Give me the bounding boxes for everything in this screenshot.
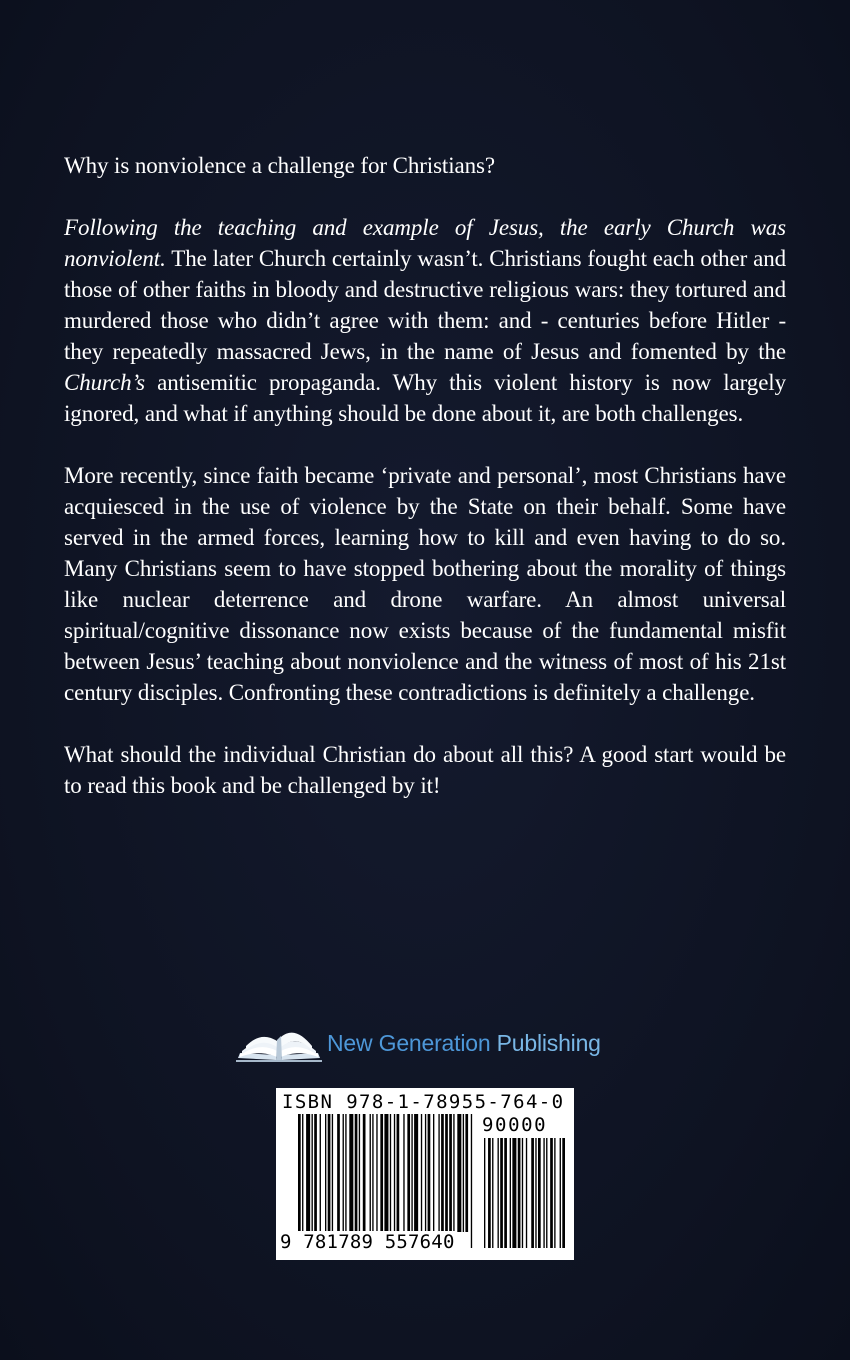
isbn-number: ISBN 978-1-78955-764-0 xyxy=(282,1091,565,1113)
barcode-bar xyxy=(543,1138,544,1248)
barcode-bar xyxy=(349,1114,353,1232)
blurb-paragraph-history xyxy=(64,212,786,429)
barcode-bar xyxy=(463,1114,464,1232)
barcode-bar xyxy=(445,1114,448,1232)
barcode-bar xyxy=(510,1138,511,1248)
barcode-bar xyxy=(421,1114,422,1232)
barcode-bar xyxy=(325,1114,326,1232)
back-cover-blurb xyxy=(64,150,786,832)
barcode-bar xyxy=(403,1114,404,1232)
barcode-bar xyxy=(512,1138,516,1248)
publisher-name-publishing: Publishing xyxy=(496,1029,601,1056)
barcode-bar xyxy=(363,1114,366,1232)
publisher-name-generation: Generation xyxy=(378,1029,491,1056)
barcode-bar xyxy=(390,1114,391,1248)
barcode-bar xyxy=(332,1114,333,1232)
barcode-bar xyxy=(550,1138,553,1248)
barcode-bar xyxy=(320,1114,321,1232)
barcode-bar xyxy=(504,1138,507,1248)
barcode-bar xyxy=(449,1114,452,1232)
barcode-bar xyxy=(376,1114,377,1232)
publisher-name-new: New xyxy=(327,1029,373,1056)
barcode-bar xyxy=(560,1138,561,1248)
barcode-bar xyxy=(370,1114,371,1232)
blurb-paragraph-recent: More recently, since faith became ‘private and personal’, most Christians have acquiesced in the use of violence by the State on their behalf. Some have served in the armed forces, learning how to kill and even having to do so. Many Christians seem to have stopped bothering about the morality of things like nuclear deterrence and drone warfare. An almost universal spiritual/cognitive dissonance now exists because of the fundamental misfit between Jesus’ teaching about nonviolence and the witness of most of his 21st century disciples. Confronting these contradictions is definitely a challenge. xyxy=(64,463,786,705)
barcode-bar xyxy=(345,1114,346,1232)
barcode-bar xyxy=(428,1114,431,1232)
barcode-bar xyxy=(538,1138,541,1248)
barcode-bar xyxy=(433,1114,434,1232)
barcode-bar xyxy=(337,1114,340,1232)
barcode-bar xyxy=(314,1114,317,1232)
barcode-bar xyxy=(441,1114,444,1232)
barcode-bar xyxy=(526,1138,527,1248)
publisher-logo xyxy=(236,1022,601,1064)
barcode-bar xyxy=(488,1138,491,1248)
blurb-history-text-a: The later Church certainly wasn’t. Christians fought each other and those of other faiths in bloody and destructive religious wars: they tortured and murdered those who didn’t agree with them: and - centuries before Hitler - they repeatedly massacred Jews, in the name of Jesus and fomented by the xyxy=(64,246,786,364)
publisher-name xyxy=(327,1030,601,1057)
barcode-bar xyxy=(465,1114,468,1232)
blurb-paragraph-closing: What should the individual Christian do about all this? A good start would be to read this book and be challenged by it! xyxy=(64,742,786,798)
barcode-bar xyxy=(500,1138,503,1248)
blurb-question: Why is nonviolence a challenge for Christians? xyxy=(64,153,495,178)
barcode-bar xyxy=(306,1114,310,1232)
barcode-bar xyxy=(438,1114,439,1232)
barcode-bar xyxy=(407,1114,410,1232)
barcode-bar xyxy=(498,1138,499,1248)
barcode-bar xyxy=(562,1138,565,1248)
ean-digits: 9 781789 557640 xyxy=(280,1231,455,1253)
isbn-barcode xyxy=(276,1088,574,1260)
barcode-bar xyxy=(535,1138,536,1248)
blurb-italic-church: Church’s xyxy=(64,370,145,395)
barcode-bar xyxy=(343,1114,344,1232)
barcode-bar xyxy=(355,1114,358,1232)
barcode-bar xyxy=(397,1114,400,1232)
barcode-bar xyxy=(359,1114,360,1232)
barcode-bar xyxy=(372,1114,373,1232)
barcode-bar xyxy=(484,1138,485,1248)
barcode-bar xyxy=(546,1138,547,1248)
barcode-bar xyxy=(425,1114,426,1232)
barcode-bar xyxy=(457,1114,461,1232)
barcode-bar xyxy=(518,1138,521,1248)
barcode-bar xyxy=(328,1114,331,1232)
barcode-bar xyxy=(522,1138,523,1248)
barcode-bar xyxy=(312,1114,313,1232)
barcode-bar xyxy=(411,1114,412,1232)
barcode-bar xyxy=(453,1114,454,1232)
barcode-addon-number: 90000 xyxy=(482,1114,548,1136)
barcode-bar xyxy=(380,1114,383,1232)
barcode-bar xyxy=(414,1114,418,1232)
open-book-icon xyxy=(236,1024,322,1062)
barcode-bar xyxy=(554,1138,555,1248)
blurb-italic-lead: Following the teaching and example of Jesus, the early Church was nonviolent. xyxy=(64,215,786,271)
barcode-bar xyxy=(471,1114,472,1248)
barcode-bar xyxy=(302,1114,303,1232)
barcode-bar xyxy=(384,1114,388,1248)
barcode-bar xyxy=(394,1114,395,1232)
blurb-history-text-b: antisemitic propaganda. Why this violent history is now largely ignored, and what if anything should be done about it, are both challenges. xyxy=(64,370,786,426)
barcode-bar xyxy=(531,1138,534,1248)
barcode-bar xyxy=(298,1114,301,1248)
barcode-bar xyxy=(492,1138,493,1248)
